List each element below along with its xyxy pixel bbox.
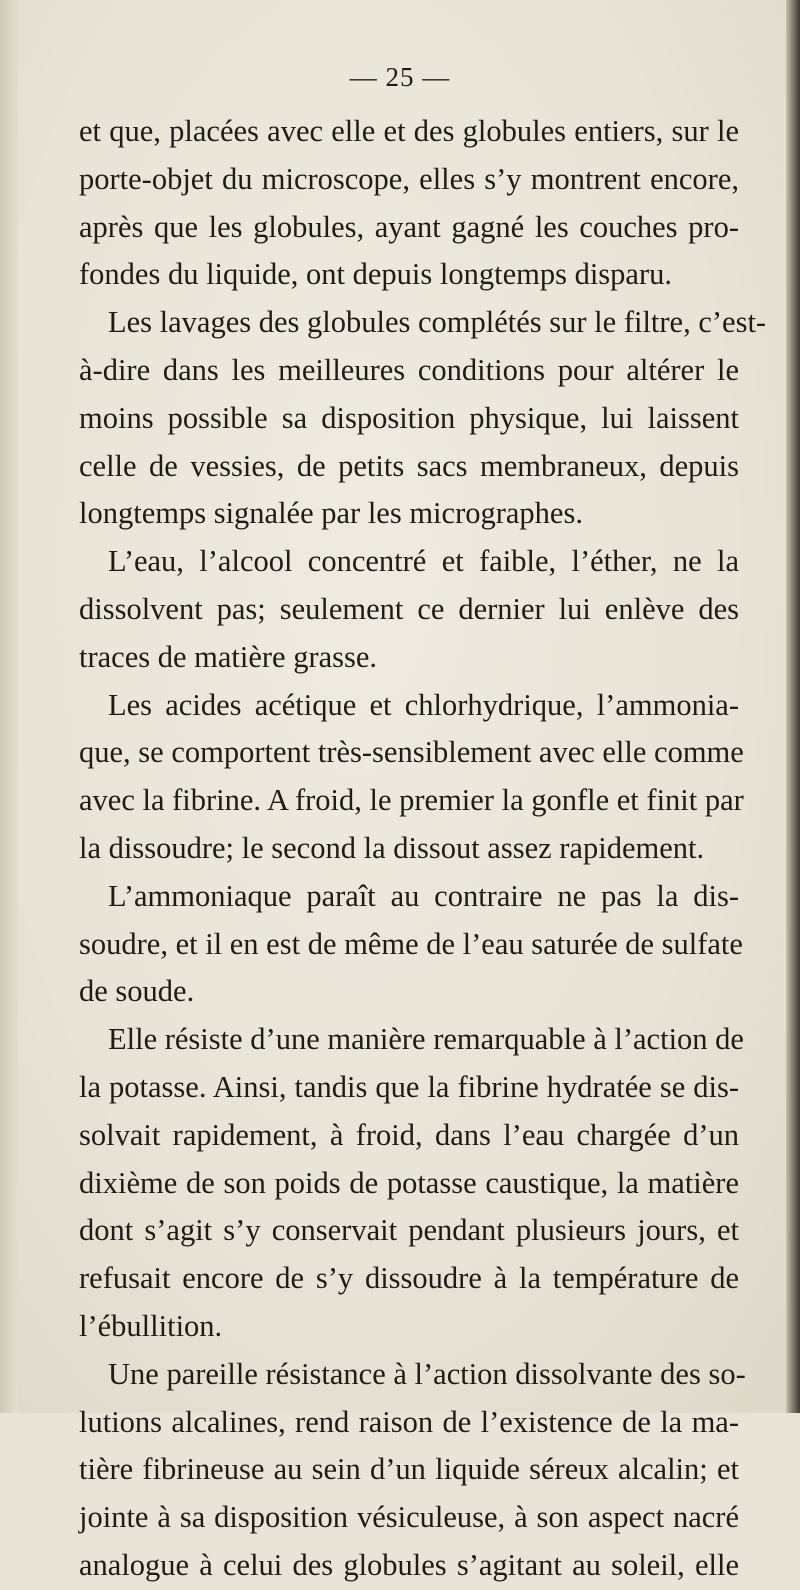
text-line: Elle résiste d’une manière remarquable à l’action de <box>108 1022 744 1057</box>
text-line: traces de matière grasse. <box>79 639 378 674</box>
text-line: après que les globules, ayant gagné les couches pro- <box>79 209 739 244</box>
text-line: porte-objet du microscope, elles s’y montrent encore, <box>79 161 739 196</box>
page-gutter-shadow <box>0 0 18 1413</box>
text-line: refusait encore de s’y dissoudre à la température de <box>79 1261 739 1296</box>
text-line: L’eau, l’alcool concentré et faible, l’éther, ne la <box>108 544 739 579</box>
text-line: à-dire dans les meilleures conditions pour altérer le <box>79 352 739 387</box>
text-line: Les acides acétique et chlorhydrique, l’ammonia- <box>108 687 739 722</box>
text-line: dissolvent pas; seulement ce dernier lui enlève des <box>79 591 739 626</box>
text-line: celle de vessies, de petits sacs membraneux, depuis <box>79 448 739 483</box>
text-line: que, se comportent très-sensiblement avec elle comme <box>79 735 744 770</box>
text-line: soudre, et il en est de même de l’eau saturée de sulfate <box>79 926 743 961</box>
text-line: jointe à sa disposition vésiculeuse, à son aspect nacré <box>79 1500 739 1535</box>
text-line: tière fibrineuse au sein d’un liquide séreux alcalin; et <box>79 1452 739 1487</box>
text-line: l’ébullition. <box>79 1308 223 1343</box>
text-line: la dissoudre; le second la dissout assez rapidement. <box>79 830 705 865</box>
text-line: longtemps signalée par les micrographes. <box>79 496 583 531</box>
text-line: la potasse. Ainsi, tandis que la fibrine hydratée se dis- <box>79 1069 739 1104</box>
text-line: avec la fibrine. A froid, le premier la gonfle et finit par <box>79 783 744 818</box>
text-line: et que, placées avec elle et des globules entiers, sur le <box>79 114 739 148</box>
text-line: analogue à celui des globules s’agitant au soleil, elle <box>79 1547 739 1582</box>
text-line: moins possible sa disposition physique, lui laissent <box>79 400 739 435</box>
page-edge-shadow <box>786 0 800 1413</box>
text-line: L’ammoniaque paraît au contraire ne pas la dis- <box>108 878 739 913</box>
text-line: Les lavages des globules complétés sur le filtre, c’est- <box>108 305 767 340</box>
page-number: — 25 — <box>349 62 451 92</box>
text-line: fondes du liquide, ont depuis longtemps disparu. <box>79 257 672 292</box>
text-line: dont s’agit s’y conservait pendant plusieurs jours, et <box>79 1213 739 1248</box>
text-line: solvait rapidement, à froid, dans l’eau chargée d’un <box>79 1117 739 1152</box>
text-line: Une pareille résistance à l’action dissolvante des so- <box>108 1356 746 1391</box>
body-text <box>79 108 767 1590</box>
text-line: dixième de son poids de potasse caustique, la matière <box>79 1165 739 1200</box>
text-line: lutions alcalines, rend raison de l’existence de la ma- <box>79 1404 739 1439</box>
text-line: de soude. <box>79 974 195 1009</box>
